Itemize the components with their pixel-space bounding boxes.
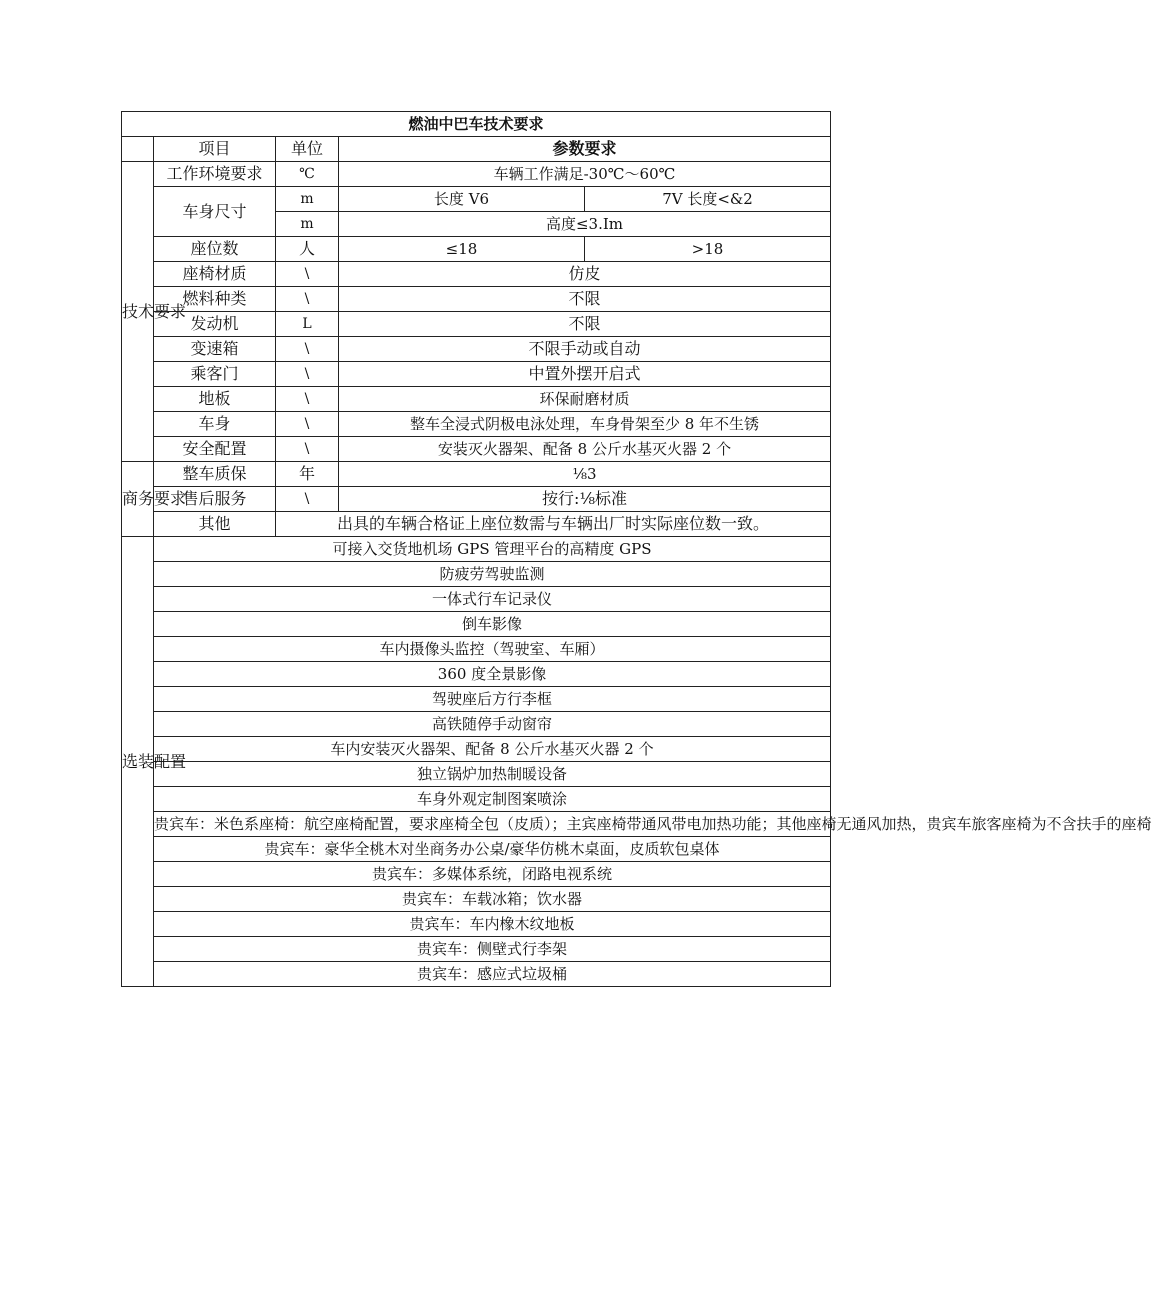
floor-unit: \ (276, 387, 339, 412)
header-blank (122, 137, 154, 162)
size-unit-2: m (276, 212, 339, 237)
seats-item: 座位数 (154, 237, 276, 262)
door-value: 中置外摆开启式 (339, 362, 831, 387)
optional-row: 贵宾车：车内橡木纹地板 (154, 912, 831, 937)
optional-row: 车内安装灭火器架、配备 8 公斤水基灭火器 2 个 (154, 737, 831, 762)
engine-unit: L (276, 312, 339, 337)
engine-item: 发动机 (154, 312, 276, 337)
size-value-a: 长度 V6 (339, 187, 585, 212)
header-unit: 单位 (276, 137, 339, 162)
safety-value: 安装灭火器架、配备 8 公斤水基灭火器 2 个 (339, 437, 831, 462)
warranty-value: ⅛3 (339, 462, 831, 487)
gearbox-item: 变速箱 (154, 337, 276, 362)
other-item: 其他 (154, 512, 276, 537)
service-unit: \ (276, 487, 339, 512)
safety-unit: \ (276, 437, 339, 462)
optional-row: 独立锅炉加热制暖设备 (154, 762, 831, 787)
body-item: 车身 (154, 412, 276, 437)
seat-material-unit: \ (276, 262, 339, 287)
door-item: 乘客门 (154, 362, 276, 387)
fuel-item: 燃料种类 (154, 287, 276, 312)
optional-row: 车内摄像头监控（驾驶室、车厢） (154, 637, 831, 662)
header-param: 参数要求 (339, 137, 831, 162)
optional-row: 贵宾车：感应式垃圾桶 (154, 962, 831, 987)
seat-material-item: 座椅材质 (154, 262, 276, 287)
optional-row: 一体式行车记录仪 (154, 587, 831, 612)
other-value: 出具的车辆合格证上座位数需与车辆出厂时实际座位数一致。 (276, 512, 831, 537)
group-business: 商务要求 (122, 462, 154, 537)
door-unit: \ (276, 362, 339, 387)
optional-row: 驾驶座后方行李框 (154, 687, 831, 712)
group-optional: 选装配置 (122, 537, 154, 987)
seats-value-b: >18 (585, 237, 831, 262)
size-unit-1: m (276, 187, 339, 212)
optional-row: 高铁随停手动窗帘 (154, 712, 831, 737)
warranty-item: 整车质保 (154, 462, 276, 487)
gearbox-value: 不限手动或自动 (339, 337, 831, 362)
seats-value-a: ≤18 (339, 237, 585, 262)
optional-row: 车身外观定制图案喷涂 (154, 787, 831, 812)
size-value-c: 高度≤3.Im (339, 212, 831, 237)
env-unit: ℃ (276, 162, 339, 187)
spec-table (121, 111, 1152, 987)
optional-row: 贵宾车：多媒体系统，闭路电视系统 (154, 862, 831, 887)
fuel-unit: \ (276, 287, 339, 312)
optional-row: 360 度全景影像 (154, 662, 831, 687)
service-value: 按行:⅛标准 (339, 487, 831, 512)
env-item: 工作环境要求 (154, 162, 276, 187)
body-unit: \ (276, 412, 339, 437)
seat-material-value: 仿皮 (339, 262, 831, 287)
optional-row: 防疲劳驾驶监测 (154, 562, 831, 587)
env-value: 车辆工作满足-30℃～60℃ (339, 162, 831, 187)
body-value: 整车全浸式阴极电泳处理，车身骨架至少 8 年不生锈 (339, 412, 831, 437)
optional-row: 贵宾车：豪华全桃木对坐商务办公桌/豪华仿桃木桌面，皮质软包桌体 (154, 837, 831, 862)
safety-item: 安全配置 (154, 437, 276, 462)
size-item: 车身尺寸 (154, 187, 276, 237)
group-tech: 技术要求 (122, 162, 154, 462)
gearbox-unit: \ (276, 337, 339, 362)
optional-row: 倒车影像 (154, 612, 831, 637)
optional-row: 贵宾车：米色系座椅：航空座椅配置，要求座椅全包（皮质）；主宾座椅带通风带电加热功能；其他座椅无通风加热，贵宾车旅客座椅为不含扶手的座椅 (154, 812, 831, 837)
size-value-b: 7V 长度<&2 (585, 187, 831, 212)
fuel-value: 不限 (339, 287, 831, 312)
engine-value: 不限 (339, 312, 831, 337)
floor-item: 地板 (154, 387, 276, 412)
optional-row: 可接入交货地机场 GPS 管理平台的高精度 GPS (154, 537, 831, 562)
optional-row: 贵宾车：侧壁式行李架 (154, 937, 831, 962)
warranty-unit: 年 (276, 462, 339, 487)
seats-unit: 人 (276, 237, 339, 262)
table-title: 燃油中巴车技术要求 (122, 112, 831, 137)
floor-value: 环保耐磨材质 (339, 387, 831, 412)
header-item: 项目 (154, 137, 276, 162)
service-item: 售后服务 (154, 487, 276, 512)
optional-row: 贵宾车：车载冰箱；饮水器 (154, 887, 831, 912)
